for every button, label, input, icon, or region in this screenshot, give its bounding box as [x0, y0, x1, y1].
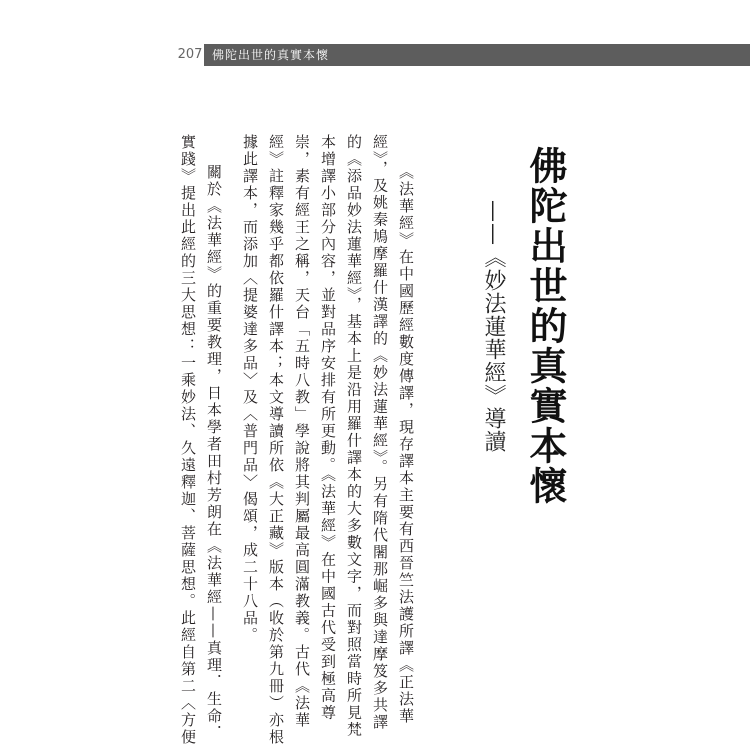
body-column: 本增譯小部分內容，並對品序安排有所更動。《法華經》在中國古代受到極高尊 [319, 134, 337, 722]
page-number: 207 [176, 44, 204, 66]
chapter-subtitle: ——《妙法蓮華經》導讀 [481, 200, 506, 453]
running-title: 佛陀出世的真實本懷 [212, 48, 330, 62]
body-column: 經》，及姚秦鳩摩羅什漢譯的《妙法蓮華經》。另有隋代闍那崛多與達摩笈多共譯 [371, 134, 389, 731]
body-column: 實踐》提出此經的三大思想：一乘妙法、久遠釋迦、菩薩思想。此經自第二〈方便 [179, 134, 197, 746]
body-column: 據此譯本，而添加〈提婆達多品〉及〈普門品〉偈頌，成二十八品。 [241, 134, 259, 644]
body-column: 關於《法華經》的重要教理，日本學者田村芳朗在《法華經——真理．生命． [205, 164, 223, 742]
body-column: 的《添品妙法蓮華經》，基本上是沿用羅什譯本的大多數文字，而對照當時所見梵 [345, 134, 363, 739]
body-column: 《法華經》在中國歷經數度傳譯，現存譯本主要有西晉竺法護所譯《正法華 [397, 164, 415, 725]
chapter-title: 佛陀出世的真實本懷 [523, 146, 567, 506]
body-column: 崇，素有經王之稱，天台「五時八教」學說將其判屬最高圓滿教義。古代《法華 [293, 134, 311, 729]
body-column: 經》註釋家幾乎都依羅什譯本；本文導讀所依《大正藏》版本（收於第九冊）亦根 [267, 134, 285, 746]
